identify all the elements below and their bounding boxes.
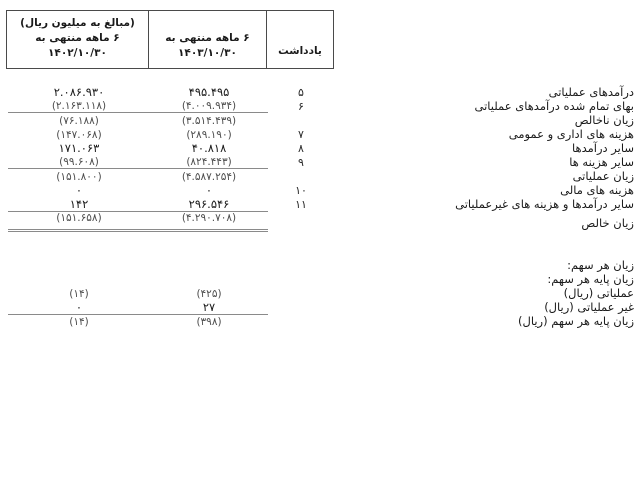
row-current-value: (۳.۵۱۴.۴۳۹) — [150, 113, 268, 127]
income-statement-table — [8, 10, 634, 328]
table-row — [8, 286, 634, 300]
row-label: سایر هزینه ها — [569, 154, 634, 169]
row-current-value: (۲۸۹.۱۹۰) — [186, 128, 232, 141]
row-current-value: ۲۹۶.۵۴۶ — [188, 196, 230, 211]
row-current-value: ۲۷ — [202, 299, 216, 314]
table-row — [8, 99, 634, 113]
row-note: ۶ — [298, 99, 304, 113]
table-row-subtotal — [8, 113, 634, 127]
eps-title-row — [8, 258, 634, 272]
row-prior-value: (۱۵۱.۶۵۸) — [8, 211, 150, 230]
row-note: ۱۰ — [295, 183, 307, 197]
spacer-row — [8, 69, 634, 85]
table-row — [8, 197, 634, 212]
row-current-value: ۰ — [205, 182, 213, 197]
row-label: بهای تمام شده درآمدهای عملیاتی — [474, 98, 634, 113]
eps-subtitle-row — [8, 272, 634, 286]
row-current-value: ۴۹۵.۴۹۵ — [188, 84, 230, 99]
row-label: غیر عملیاتی (ریال) — [544, 300, 634, 315]
row-prior-value: (۷۶.۱۸۸) — [8, 113, 150, 127]
header-currency-unit: (مبالغ به میلیون ریال) — [20, 17, 135, 29]
table-body — [8, 69, 634, 329]
row-label: سایر درآمدها — [572, 140, 634, 155]
table-header-row — [8, 10, 634, 69]
table-row-total — [8, 211, 634, 230]
table-row-subtotal — [8, 314, 634, 328]
header-prior-line2: ۱۴۰۲/۱۰/۳۰ — [48, 47, 107, 60]
row-label: هزینه های مالی — [560, 182, 634, 197]
row-note: ۸ — [298, 141, 304, 155]
header-spacer — [334, 10, 634, 69]
table-row — [8, 141, 634, 155]
row-prior-value: (۱۴۷.۰۶۸) — [56, 128, 102, 141]
row-prior-value: (۹۹.۶۰۸) — [59, 156, 99, 169]
row-note — [268, 211, 334, 230]
row-prior-value: (۲.۱۶۳.۱۱۸) — [51, 100, 107, 113]
row-note — [268, 314, 334, 328]
table-row — [8, 300, 634, 315]
header-current-spacer — [153, 16, 262, 31]
row-prior-value: (۱۵۱.۸۰۰) — [8, 169, 150, 183]
spacer-row — [8, 230, 634, 258]
row-current-value: (۴.۰۰۹.۹۳۴) — [181, 100, 237, 113]
header-note-col — [267, 39, 333, 67]
row-note — [268, 169, 334, 183]
row-label: هزینه های اداری و عمومی — [508, 126, 634, 141]
row-label: زیان عملیاتی — [572, 168, 634, 183]
row-prior-value: (۱۴) — [69, 287, 89, 300]
table-row — [8, 85, 634, 99]
row-label: سایر درآمدها و هزینه های غیرعملیاتی — [455, 197, 634, 212]
header-note-label: یادداشت — [278, 45, 322, 58]
row-note: ۷ — [298, 127, 304, 141]
row-label: زیان پایه هر سهم (ریال) — [518, 314, 634, 329]
header-prior-line1: ۶ ماهه منتهی به — [35, 32, 120, 45]
row-current-value: (۴۲۵) — [196, 287, 222, 300]
row-note: ۱۱ — [295, 198, 307, 212]
row-prior-value: (۱۴) — [8, 314, 150, 328]
table-row — [8, 183, 634, 197]
header-current-period — [149, 11, 267, 68]
table-row — [8, 155, 634, 169]
eps-section-title: زیان هر سهم: — [567, 257, 634, 272]
row-note — [268, 113, 334, 127]
row-current-value: (۴.۵۸۷.۲۵۴) — [150, 169, 268, 183]
row-current-value: (۳۹۸) — [150, 314, 268, 328]
row-note — [268, 286, 334, 300]
row-note: ۵ — [298, 85, 304, 99]
row-label: زیان خالص — [581, 216, 634, 231]
row-prior-value: ۰ — [75, 299, 83, 314]
eps-section-subtitle: زیان پایه هر سهم: — [547, 271, 634, 286]
row-label: درآمدهای عملیاتی — [548, 84, 634, 99]
header-current-line2: ۱۴۰۳/۱۰/۳۰ — [178, 47, 237, 60]
header-current-line1: ۶ ماهه منتهی به — [165, 32, 250, 45]
table-row — [8, 127, 634, 141]
row-label: عملیاتی (ریال) — [563, 285, 634, 300]
row-note: ۹ — [298, 155, 304, 169]
header-columns — [8, 10, 334, 69]
row-note — [268, 300, 334, 315]
row-current-value: ۴۰.۸۱۸ — [191, 140, 227, 155]
row-prior-value: ۱۴۲ — [69, 196, 89, 211]
row-prior-value: ۰ — [75, 182, 83, 197]
row-prior-value: ۱۷۱.۰۶۳ — [58, 140, 100, 155]
row-prior-value: ۲.۰۸۶.۹۳۰ — [53, 84, 105, 99]
table-row-subtotal — [8, 169, 634, 183]
row-label: زیان ناخالص — [574, 112, 634, 127]
row-current-value: (۸۲۴.۴۴۳) — [186, 156, 232, 169]
header-prior-period — [7, 11, 149, 68]
row-current-value: (۴.۲۹۰.۷۰۸) — [150, 211, 268, 230]
